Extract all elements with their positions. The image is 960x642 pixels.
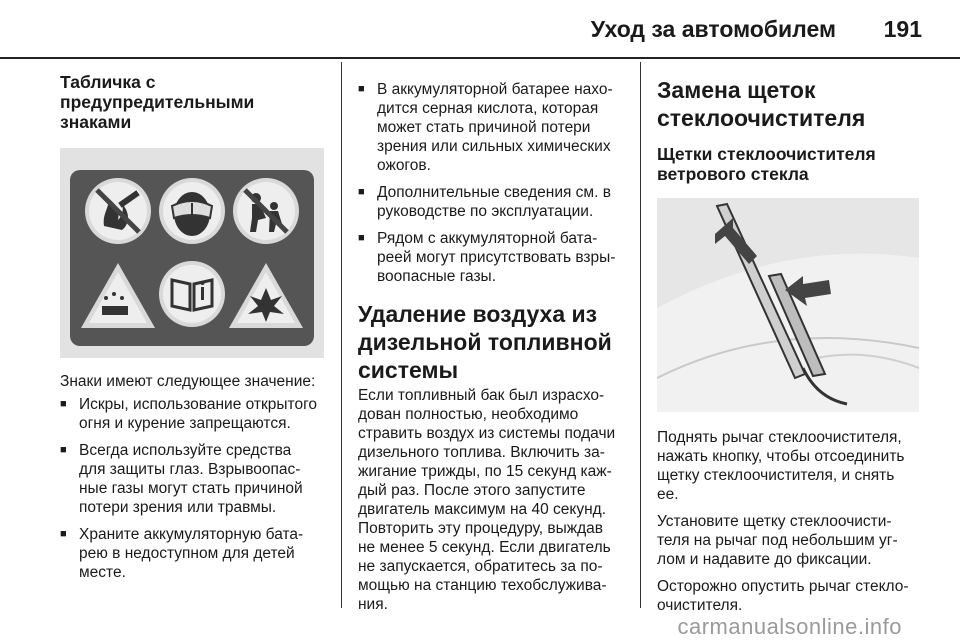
wiper-illustration [657, 198, 919, 412]
diesel-bleeding-heading: Удаление воздуха из дизельной топливной системы [358, 301, 612, 383]
battery-warnings-list [358, 80, 624, 286]
column-1 [60, 72, 326, 590]
wiper-step-2: Установите щетку стеклоочисти- теля на рычаг под небольшим уг- лом и надавите до фиксации. [657, 513, 898, 568]
warning-signs-illustration [60, 148, 324, 358]
wiper-replacement-heading: Замена щеток стеклоочистителя [657, 77, 866, 131]
section-title: Уход за автомобилем [590, 16, 836, 42]
list-item: ■ Рядом с аккумуляторной бата- реей могут присутствовать взры- воопасные газы. [358, 229, 624, 286]
list-item: ■ В аккумуляторной батарее нахо- дится серная кислота, которая может стать причиной потери зрения или сильных химических ожогов. [358, 80, 624, 175]
list-item: ■ Искры, использование открытого огня и курение запрещаются. [60, 395, 326, 433]
wiper-step-3: Осторожно опустить рычаг стекло- очистителя. [657, 578, 909, 614]
diesel-bleeding-text: Если топливный бак был израсхо- дован полностью, необходимо стравить воздух из системы подачи дизельного топлива. Включить за- жигание трижды, по 15 секунд каж- дый раз. После этого запустите двигатель максимум на 40 секунд. Повторить эту процедуру, выждав не менее 5 секунд. Если двигатель не запускается, обратитесь за по- мощью на станцию техобслужива- ния. [358, 387, 616, 613]
signs-meaning-list [60, 395, 326, 582]
no-fire-icon [85, 178, 151, 244]
warning-label-heading: Табличка с предупредительными знаками [60, 72, 255, 132]
list-item: ■ Всегда используйте средства для защиты глаз. Взрывоопас- ные газы могут стать причиной потери зрения или травмы. [60, 441, 326, 517]
column-3 [657, 76, 923, 615]
warning-signs-figure [60, 148, 324, 358]
column-divider [640, 62, 641, 608]
page-header [0, 0, 960, 58]
watermark: carmanualsonline.info [677, 614, 902, 639]
wiper-step-1: Поднять рычаг стеклоочистителя, нажать кнопку, чтобы отсоединить щетку стеклоочистителя, и снять ее. [657, 429, 905, 503]
children-away-icon [233, 178, 299, 244]
column-2 [358, 80, 624, 614]
signs-intro: Знаки имеют следующее значение: [60, 373, 316, 390]
list-item: ■ Дополнительные сведения см. в руководстве по эксплуатации. [358, 183, 624, 221]
list-item: ■ Храните аккумуляторную бата- рею в недоступном для детей месте. [60, 525, 326, 582]
column-divider [341, 62, 342, 608]
eye-protection-icon [159, 178, 225, 244]
manual-icon [159, 261, 225, 327]
page-number: 191 [883, 16, 922, 42]
wiper-figure [657, 198, 919, 412]
header-rule [0, 57, 960, 59]
windscreen-wiper-subheading: Щетки стеклоочистителя ветрового стекла [657, 144, 876, 184]
